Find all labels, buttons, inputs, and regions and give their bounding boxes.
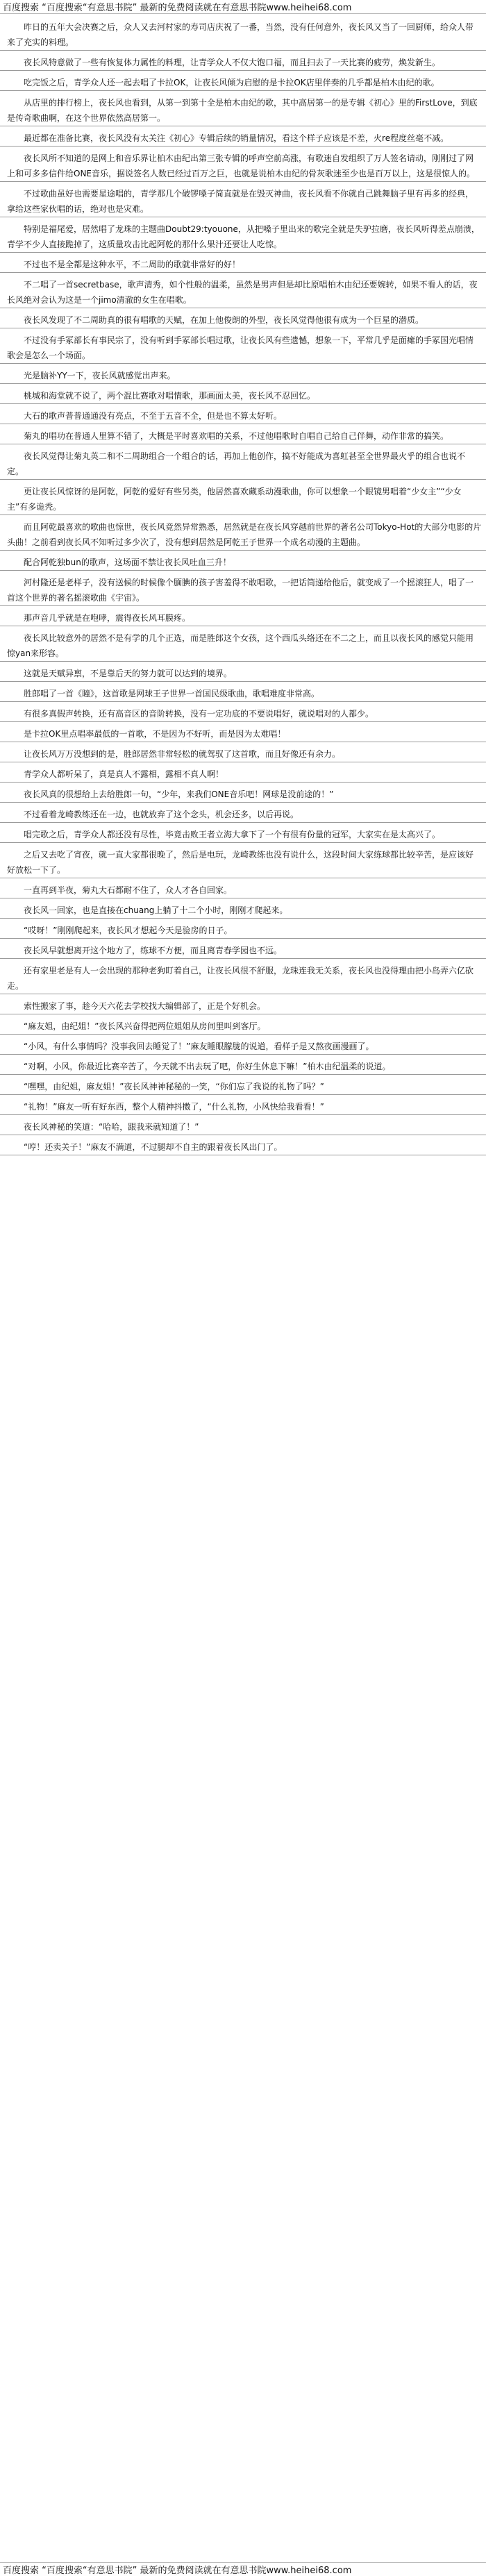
paragraph-text: “礼物！”麻友一听有好东西，整个人精神抖擞了，“什么礼物，小风快给我看看！” — [24, 1102, 324, 1112]
paragraph — [0, 428, 486, 444]
paragraph — [0, 807, 486, 823]
paragraph-text: 桃城和海堂就不说了，两个混比赛歌对唱情歌，那画面太美，夜长风不忍回忆。 — [24, 391, 316, 401]
paragraph — [0, 847, 486, 878]
paragraph-text: 特别是福尾爱，居然唱了龙珠的主题曲Doubt29:tyouone，从把嗓子里出来的歌完全就是失驴拉磨，夜长风听得差点崩溃，青学不少人直接跪掉了，这质量攻击比起阿乾的那什么果汁还要让人吃惊。 — [7, 224, 480, 249]
paragraph — [0, 1059, 486, 1075]
paragraph — [0, 1139, 486, 1155]
paragraph — [0, 666, 486, 682]
paragraph-text: 这就是天赋异禀，不是靠后天的努力就可以达到的境界。 — [24, 669, 233, 678]
paragraph-text: 菊丸的唱功在普通人里算不错了，大概是平时喜欢唱的关系，不过他唱歌时自唱自己给自己伴舞，动作非常的搞笑。 — [24, 431, 449, 441]
paragraph — [0, 368, 486, 384]
paragraph — [0, 943, 486, 959]
paragraph — [0, 1079, 486, 1095]
paragraph-text: 夜长风觉得让菊丸英二和不二周助组合一个组合的话，再加上他创作，搞不好能成为喜虹甚至全世界最火乎的组合也说不定。 — [7, 451, 466, 476]
paragraph-text: 夜长风真的很想给上去给胜郎一句，“少年，来我们ONE音乐吧！网球是没前途的！” — [24, 789, 334, 799]
paragraph-text: 大石的歌声普普通通没有亮点，不至于五音不全，但是也不算太好听。 — [24, 411, 283, 421]
paragraph — [0, 767, 486, 783]
paragraph-text: 不过歌曲虽好也需要星途唱的，青学那几个破锣嗓子简直就是在毁灭神曲，夜长风看不你就自己跳舞脑子里有再多的经典，拿给这些家伙唱的话，绝对也是灾难。 — [7, 189, 474, 214]
paragraph — [0, 1039, 486, 1055]
paragraph-text: 那声音几乎就是在咆哮，震得夜长风耳膜疼。 — [24, 613, 191, 623]
paragraph-text: “小风，有什么事情吗？没事我回去睡觉了！”麻友睡眼朦胧的说道，看样子是又熬夜画漫画了。 — [24, 1042, 374, 1051]
paragraph — [0, 277, 486, 308]
paragraph — [0, 484, 486, 515]
paragraph — [0, 55, 486, 71]
paragraph-text: 河村隆还是老样子，没有送候的时候像个腼腆的孩子害羞得不敢唱歌，一把话筒递给他后，就变成了一个摇滚狂人，唱了一首这个世界的著名摇滚歌曲《宇宙》。 — [7, 578, 474, 603]
paragraph — [0, 408, 486, 424]
paragraph — [0, 963, 486, 994]
paragraph — [0, 151, 486, 182]
paragraph — [0, 131, 486, 147]
paragraph — [0, 555, 486, 571]
paragraph — [0, 998, 486, 1014]
paragraph — [0, 95, 486, 126]
paragraph — [0, 706, 486, 722]
paragraph — [0, 388, 486, 404]
paragraph — [0, 1119, 486, 1135]
paragraph-text: 最近都在准备比赛，夜长风没有太关注《初心》专辑后续的销量情况，看这个样子应该是不差，火re程度丝毫不减。 — [24, 133, 449, 143]
paragraph — [0, 1019, 486, 1035]
paragraph — [0, 75, 486, 91]
paragraph — [0, 903, 486, 919]
paragraph-text: 夜长风所不知道的是网上和音乐界让柏木由纪出第三张专辑的呼声空前高涨，有歌迷自发组织了万人签名请动，刚刚过了网上和可多多信件给ONE音乐，据说签名人数已经过百万之巨，也就是说柏木由纪的骨灰歌迷至少也是百万以上，这是很惊人的。 — [7, 153, 476, 178]
paragraph-text: 索性搬家了事，趁今天六花去学校找大编辑部了，正是个好机会。 — [24, 1001, 266, 1011]
paragraph-text: 胜郎唱了一首《瞳》，这首歌是网球王子世界一首国民级歌曲，歌唱难度非常高。 — [24, 689, 320, 699]
paragraph-text: “对啊，小风，你最近比赛辛苦了，今天就不出去玩了吧，你好生休息下嘛！”柏木由纪温柔的说道。 — [24, 1062, 391, 1071]
article-body — [0, 19, 486, 2554]
paragraph-text: 不过看着龙崎教练还在一边，也就放弃了这个念头，机会还多，以后再说。 — [24, 810, 299, 819]
paragraph-text: 不过没有手冢部长有事民宗了，没有听到手冢部长唱过歌，让夜长风有些遗憾，想象一下，平常几乎是面瘫的手冢国光唱情歌会是怎么一个场面。 — [7, 335, 474, 360]
paragraph-text: 不二唱了一首secretbase，歌声清秀，如个性般的温柔，虽然是男声但是却比原唱柏木由纪还要婉转，如果不看人的话，夜长风绝对会认为这是一个jimo清澈的女生在唱歌。 — [7, 280, 478, 305]
paragraph-text: 是卡拉OK里点唱率最低的一首歌，不是因为不好听，而是因为太难唱！ — [24, 729, 286, 739]
paragraph — [0, 257, 486, 273]
paragraph-text: 夜长风特意做了一些有恢复体力属性的料理，让青学众人不仅大饱口福，而且扫去了一天比赛的疲劳，焕发新生。 — [24, 58, 441, 67]
paragraph — [0, 186, 486, 217]
header-site-text: 百度搜索 “百度搜索“有意思书院” 最新的免费阅读就在有意思书院www.heihei68.com — [3, 3, 352, 13]
paragraph-text: 之后又去吃了宵夜，就一直大家都很晚了，然后是电玩，龙崎教练也没有说什么，这段时间大家练球都比较辛苦，是应该好好放松一下了。 — [7, 850, 474, 875]
paragraph-text: 而且阿乾最喜欢的歌曲也惊世，夜长风竟然异常熟悉，居然就是在夜长风穿越前世界的著名公司Tokyo-Hot的大部分电影的片头曲！之前看到夜长风不知听过多少次了，没有想到居然是阿乾王子世界一个成名动漫的主题曲。 — [7, 522, 482, 547]
paragraph-text: 从店里的排行榜上，夜长风也看到，从第一到第十全是柏木由纪的歌，其中高居第一的是专辑《初心》里的FirstLove，到底是传奇歌曲啊，在这个世界依然高居第一。 — [7, 98, 478, 123]
paragraph-text: 光是脑补YY一下，夜长风就感觉出声来。 — [24, 371, 176, 380]
paragraph — [0, 1099, 486, 1115]
paragraph-text: 配合阿乾独bun的歌声，这场面不禁让夜长风吐血三升！ — [24, 558, 231, 567]
paragraph — [0, 923, 486, 939]
paragraph-text: 有很多真假声转换，还有高音区的音阶转换，没有一定功底的不要说唱好，就说唱对的人都少。 — [24, 709, 374, 719]
paragraph-text: 让夜长风万万没想到的是，胜郎居然非常轻松的就驾驭了这首歌，而且好像还有余力。 — [24, 749, 341, 759]
paragraph-text: 还有家里老是有人一会出现的那种老狗盯着自己，让夜长风很不舒服，龙珠连我无关系，夜长风也没得理由把小岛弄六亿砍走。 — [7, 966, 474, 991]
paragraph — [0, 575, 486, 606]
paragraph — [0, 726, 486, 742]
paragraph-text: 一直再到半夜，菊丸大石都耐不住了，众人才各自回家。 — [24, 885, 233, 895]
paragraph-text: “哼！还卖关子！”麻友不满道，不过腿却不自主的跟着夜长风出门了。 — [24, 1142, 283, 1152]
paragraph-text: 夜长风一回家，也是直接在chuang上躺了十二个小时，刚刚才爬起来。 — [24, 905, 288, 915]
header-bar — [0, 0, 486, 14]
paragraph — [0, 686, 486, 702]
paragraph — [0, 333, 486, 364]
paragraph — [0, 787, 486, 803]
paragraph — [0, 312, 486, 328]
paragraph — [0, 610, 486, 626]
paragraph-text: 不过也不是全都是这种水平，不二周助的歌就非常好的好！ — [24, 260, 241, 269]
paragraph-text: 青学众人都听呆了，真是真人不露相，露相不真人啊！ — [24, 769, 224, 779]
footer-bar — [0, 2562, 486, 2576]
paragraph-text: 夜长风早就想离开这个地方了，练球不方便，而且离青春学园也不远。 — [24, 946, 283, 955]
paragraph-text: 吃完饭之后，青学众人还一起去唱了卡拉OK，让夜长风倾为启慰的是卡拉OK店里伴奏的几乎都是柏木由纪的歌。 — [24, 78, 439, 87]
paragraph-text: “嘿嘿，由纪姐，麻友姐！”夜长风神神秘秘的一笑，“你们忘了我说的礼物了吗？” — [24, 1082, 324, 1092]
paragraph — [0, 449, 486, 480]
paragraph-text: 更让夜长风惊讶的是阿乾，阿乾的爱好有些另类，他居然喜欢藏系动漫歌曲，你可以想象一个眼镜男唱着“少女主”“少女主”有多诡秃。 — [7, 487, 462, 512]
paragraph — [0, 746, 486, 762]
paragraph-text: “哎呀！”刚刚爬起来，夜长风才想起今天是验房的日子。 — [24, 926, 233, 935]
paragraph — [0, 519, 486, 551]
paragraph — [0, 221, 486, 253]
paragraph-text: 唱完歌之后，青学众人都还没有尽性，毕竟击败王者立海大拿下了一个有很有份量的冠军，大家实在是太高兴了。 — [24, 830, 441, 839]
paragraph — [0, 883, 486, 898]
paragraph — [0, 827, 486, 843]
paragraph — [0, 630, 486, 662]
paragraph-text: “麻友姐，由纪姐！”夜长风兴奋得把两位姐姐从房间里叫到客厅。 — [24, 1021, 266, 1031]
footer-site-text: 百度搜索 “百度搜索“有意思书院” 最新的免费阅读就在有意思书院www.heihei68.com — [3, 2566, 352, 2576]
paragraph-text: 夜长风神秘的笑道：“哈哈，跟我来就知道了！” — [24, 1122, 199, 1132]
paragraph-text: 昨日的五年大会决赛之后，众人又去河村家的寿司店庆祝了一番，当然，没有任何意外，夜长风又当了一回厨师，给众人带来了充实的料理。 — [7, 22, 474, 47]
paragraph — [0, 19, 486, 51]
paragraph-text: 夜长风发现了不二周助真的很有唱歌的天赋，在加上他俊朗的外型，夜长风觉得他很有成为一个巨星的潜质。 — [24, 315, 424, 325]
paragraph-text: 夜长风比较意外的居然不是有学的几个正选，而是胜郎这个女孩，这个西瓜头络还在不二之上，而且以夜长风的感觉只能用惊yan来形容。 — [7, 633, 474, 658]
